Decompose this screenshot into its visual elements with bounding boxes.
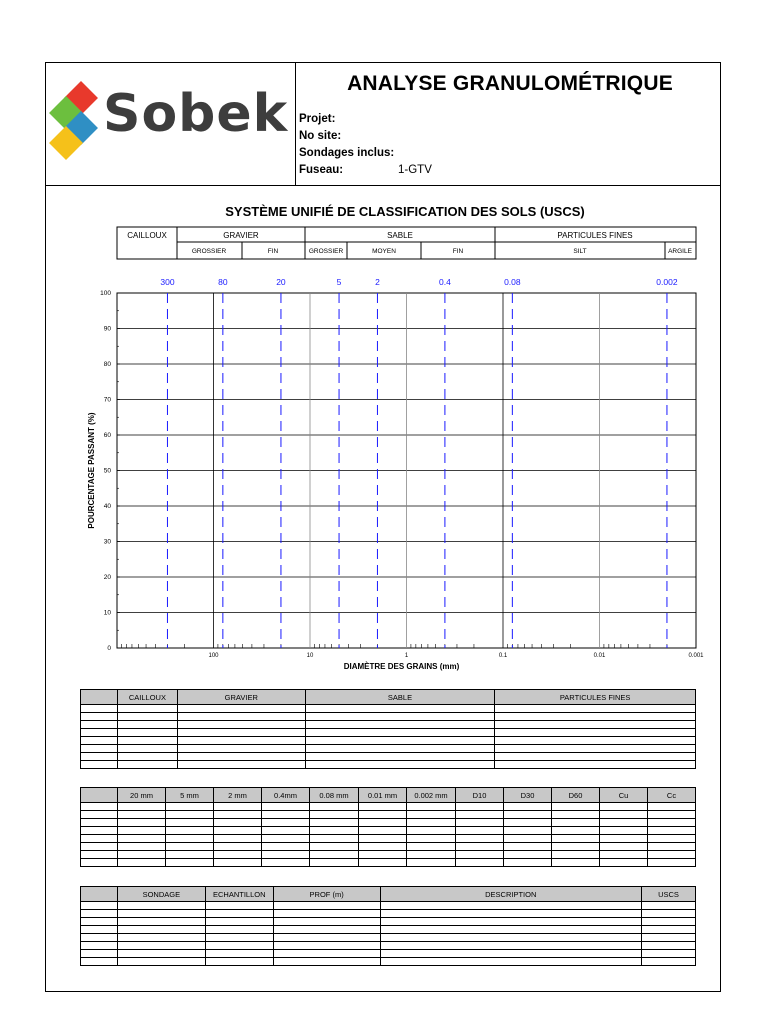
sobek-wordmark: Sobek	[103, 84, 289, 144]
table-row	[81, 835, 696, 843]
table-header-cell: 5 mm	[166, 788, 214, 803]
table-cell[interactable]	[456, 859, 504, 867]
table-cell[interactable]	[552, 827, 600, 835]
table-cell[interactable]	[262, 811, 310, 819]
table-cell[interactable]	[648, 827, 696, 835]
table-cell[interactable]	[205, 926, 273, 934]
table-cell[interactable]	[205, 942, 273, 950]
table-cell[interactable]	[117, 713, 177, 721]
x-tick-label: 0.1	[498, 653, 508, 659]
table-cell[interactable]	[166, 819, 214, 827]
table-cell[interactable]	[166, 803, 214, 811]
table-cell[interactable]	[648, 843, 696, 851]
table-cell[interactable]	[310, 859, 359, 867]
table-cell[interactable]	[310, 803, 359, 811]
table-cell[interactable]	[205, 902, 273, 910]
group-sable: SABLE	[387, 231, 413, 240]
table-cell[interactable]	[407, 819, 456, 827]
x-tick-label: 0.01	[593, 653, 606, 659]
x-tick-label: 100	[208, 653, 219, 659]
table-row	[81, 753, 696, 761]
table-cell[interactable]	[81, 819, 118, 827]
table-cell[interactable]	[648, 835, 696, 843]
table-cell[interactable]	[504, 859, 552, 867]
field-label-fuseau: Fuseau:	[299, 164, 344, 176]
table-cell[interactable]	[552, 811, 600, 819]
table-cell[interactable]	[262, 803, 310, 811]
table-cell[interactable]	[81, 745, 118, 753]
table-cell[interactable]	[214, 851, 262, 859]
table-row	[81, 926, 696, 934]
uscs-title: SYSTÈME UNIFIÉ DE CLASSIFICATION DES SOLS (USCS)	[225, 204, 585, 219]
table-row	[81, 950, 696, 958]
table-cell[interactable]	[273, 902, 380, 910]
table-cell[interactable]	[273, 910, 380, 918]
x-axis-title: DIAMÈTRE DES GRAINS (mm)	[343, 662, 460, 671]
group-gravier: GRAVIER	[223, 231, 259, 240]
table-row	[81, 851, 696, 859]
table-cell[interactable]	[262, 835, 310, 843]
y-tick-label: 60	[103, 432, 111, 439]
table-cell[interactable]	[214, 843, 262, 851]
table-cell[interactable]	[273, 958, 380, 966]
table-samples	[80, 886, 696, 966]
table-cell[interactable]	[214, 803, 262, 811]
table-cell[interactable]	[166, 859, 214, 867]
table-cell[interactable]	[81, 926, 118, 934]
sub-argile: ARGILE	[668, 248, 692, 255]
table-cell[interactable]	[118, 859, 166, 867]
table-cell[interactable]	[359, 859, 407, 867]
table-header-cell: 2 mm	[214, 788, 262, 803]
table-cell[interactable]	[117, 737, 177, 745]
table-cell[interactable]	[407, 811, 456, 819]
table-header-cell: 0.002 mm	[407, 788, 456, 803]
sub-moyen: MOYEN	[372, 248, 396, 255]
table-cell[interactable]	[177, 721, 305, 729]
table-cell[interactable]	[504, 827, 552, 835]
field-label-projet: Projet:	[299, 113, 336, 125]
table-cell[interactable]	[117, 761, 177, 769]
table-header-cell: D30	[504, 788, 552, 803]
table-cell[interactable]	[648, 859, 696, 867]
sub-silt: SILT	[573, 248, 587, 255]
x-tick-label: 10	[306, 653, 314, 659]
table-cell[interactable]	[407, 851, 456, 859]
sieve-label: 20	[276, 277, 286, 287]
sieve-label: 0.4	[438, 277, 451, 287]
table-cell[interactable]	[205, 958, 273, 966]
sub-grossier-2: GROSSIER	[308, 248, 344, 255]
table-cell[interactable]	[177, 705, 305, 713]
table-cell[interactable]	[177, 713, 305, 721]
table-cell[interactable]	[380, 950, 642, 958]
table-cell[interactable]	[117, 942, 205, 950]
table-cell[interactable]	[166, 811, 214, 819]
table-cell[interactable]	[305, 745, 495, 753]
table-cell[interactable]	[81, 705, 118, 713]
table-cell[interactable]	[305, 761, 495, 769]
table-cell[interactable]	[305, 729, 495, 737]
group-fines: PARTICULES FINES	[557, 231, 633, 240]
table-cell[interactable]	[504, 843, 552, 851]
table-cell[interactable]	[407, 827, 456, 835]
table-header-cell: CAILLOUX	[117, 690, 177, 705]
table-cell[interactable]	[642, 918, 696, 926]
table-cell[interactable]	[456, 843, 504, 851]
table-cell[interactable]	[600, 859, 648, 867]
table-cell[interactable]	[81, 721, 118, 729]
table-cell[interactable]	[642, 950, 696, 958]
table-cell[interactable]	[273, 942, 380, 950]
table-header-cell	[81, 887, 118, 902]
table-header-cell: 20 mm	[118, 788, 166, 803]
table-cell[interactable]	[118, 811, 166, 819]
table-header-cell: DESCRIPTION	[380, 887, 642, 902]
table-cell[interactable]	[214, 835, 262, 843]
table-cell[interactable]	[81, 950, 118, 958]
table-header-cell: SONDAGE	[117, 887, 205, 902]
y-tick-label: 30	[103, 538, 111, 546]
table-cell[interactable]	[495, 745, 696, 753]
table-cell[interactable]	[81, 843, 118, 851]
sub-fin-2: FIN	[452, 248, 464, 255]
table-passing	[80, 787, 696, 867]
y-tick-label: 80	[103, 361, 111, 368]
table-cell[interactable]	[166, 827, 214, 835]
table-header-cell: D60	[552, 788, 600, 803]
table-cell[interactable]	[495, 721, 696, 729]
y-axis-title: POURCENTAGE PASSANT (%)	[87, 412, 96, 529]
table-cell[interactable]	[380, 902, 642, 910]
table-cell[interactable]	[642, 926, 696, 934]
table-cell[interactable]	[205, 918, 273, 926]
table-cell[interactable]	[118, 819, 166, 827]
page-title: ANALYSE GRANULOMÉTRIQUE	[347, 72, 673, 95]
table-cell[interactable]	[407, 859, 456, 867]
table-row	[81, 942, 696, 950]
table-cell[interactable]	[81, 958, 118, 966]
table-cell[interactable]	[359, 851, 407, 859]
table-cell[interactable]	[600, 811, 648, 819]
table-cell[interactable]	[456, 835, 504, 843]
sieve-label: 300	[160, 277, 175, 287]
table-cell[interactable]	[305, 705, 495, 713]
table-cell[interactable]	[648, 819, 696, 827]
table-header-cell: SABLE	[305, 690, 495, 705]
table-cell[interactable]	[117, 705, 177, 713]
x-tick-label: 0.001	[688, 653, 704, 659]
table-cell[interactable]	[310, 835, 359, 843]
table-cell[interactable]	[407, 803, 456, 811]
table-header-cell	[81, 690, 118, 705]
table-cell[interactable]	[117, 745, 177, 753]
y-tick-label: 50	[103, 467, 111, 475]
table-row	[81, 902, 696, 910]
table-cell[interactable]	[166, 843, 214, 851]
field-label-site: No site:	[299, 130, 342, 142]
table-cell[interactable]	[118, 835, 166, 843]
table-cell[interactable]	[81, 827, 118, 835]
table-cell[interactable]	[495, 705, 696, 713]
table-cell[interactable]	[504, 811, 552, 819]
table-cell[interactable]	[118, 803, 166, 811]
table-cell[interactable]	[262, 859, 310, 867]
table-cell[interactable]	[648, 811, 696, 819]
table-cell[interactable]	[359, 843, 407, 851]
sieve-label: 2	[375, 277, 380, 287]
table-cell[interactable]	[600, 803, 648, 811]
table-cell[interactable]	[81, 851, 118, 859]
table-cell[interactable]	[81, 902, 118, 910]
table-cell[interactable]	[456, 803, 504, 811]
table-cell[interactable]	[81, 761, 118, 769]
table-cell[interactable]	[359, 835, 407, 843]
table-cell[interactable]	[117, 729, 177, 737]
table-cell[interactable]	[552, 819, 600, 827]
table-cell[interactable]	[380, 926, 642, 934]
table-header-cell: 0.08 mm	[310, 788, 359, 803]
table-header-cell: ECHANTILLON	[205, 887, 273, 902]
table-cell[interactable]	[495, 761, 696, 769]
table-cell[interactable]	[117, 934, 205, 942]
table-row	[81, 843, 696, 851]
table-cell[interactable]	[81, 713, 118, 721]
table-row	[81, 705, 696, 713]
table-cell[interactable]	[205, 910, 273, 918]
table-composition	[80, 689, 696, 769]
table-cell[interactable]	[81, 835, 118, 843]
table-row	[81, 910, 696, 918]
table-cell[interactable]	[214, 827, 262, 835]
table-cell[interactable]	[118, 843, 166, 851]
table-cell[interactable]	[81, 737, 118, 745]
table-cell[interactable]	[81, 753, 118, 761]
sieve-label: 0.08	[504, 277, 521, 287]
table-cell[interactable]	[205, 934, 273, 942]
table-cell[interactable]	[117, 958, 205, 966]
table-cell[interactable]	[495, 753, 696, 761]
table-cell[interactable]	[380, 934, 642, 942]
table-cell[interactable]	[273, 934, 380, 942]
table-cell[interactable]	[117, 753, 177, 761]
field-value-fuseau: 1-GTV	[398, 164, 432, 176]
table-cell[interactable]	[81, 942, 118, 950]
table-header-cell: USCS	[642, 887, 696, 902]
table-cell[interactable]	[504, 835, 552, 843]
table-cell[interactable]	[214, 819, 262, 827]
table-cell[interactable]	[81, 918, 118, 926]
table-cell[interactable]	[262, 827, 310, 835]
table-cell[interactable]	[310, 827, 359, 835]
table-cell[interactable]	[117, 902, 205, 910]
table-cell[interactable]	[552, 843, 600, 851]
table-header-cell: PARTICULES FINES	[495, 690, 696, 705]
table-cell[interactable]	[166, 851, 214, 859]
table-cell[interactable]	[407, 835, 456, 843]
table-cell[interactable]	[504, 819, 552, 827]
table-cell[interactable]	[552, 859, 600, 867]
table-cell[interactable]	[273, 950, 380, 958]
table-cell[interactable]	[600, 835, 648, 843]
table-header-cell	[81, 788, 118, 803]
table-cell[interactable]	[380, 910, 642, 918]
table-cell[interactable]	[305, 753, 495, 761]
x-tick-label: 1	[404, 653, 409, 659]
table-cell[interactable]	[273, 918, 380, 926]
table-cell[interactable]	[177, 753, 305, 761]
table-cell[interactable]	[456, 851, 504, 859]
table-row	[81, 859, 696, 867]
table-row	[81, 803, 696, 811]
table-row	[81, 737, 696, 745]
table-cell[interactable]	[117, 721, 177, 729]
table-row	[81, 729, 696, 737]
table-cell[interactable]	[177, 745, 305, 753]
table-cell[interactable]	[118, 827, 166, 835]
table-cell[interactable]	[118, 851, 166, 859]
table-cell[interactable]	[310, 843, 359, 851]
table-cell[interactable]	[305, 713, 495, 721]
table-cell[interactable]	[117, 918, 205, 926]
table-cell[interactable]	[81, 803, 118, 811]
sub-fin-1: FIN	[267, 248, 279, 255]
table-cell[interactable]	[359, 811, 407, 819]
table-row	[81, 958, 696, 966]
table-row	[81, 918, 696, 926]
table-header-cell: 0.4mm	[262, 788, 310, 803]
group-cailloux: CAILLOUX	[127, 231, 167, 240]
table-cell[interactable]	[495, 713, 696, 721]
y-tick-label: 10	[103, 609, 111, 617]
table-cell[interactable]	[456, 827, 504, 835]
table-cell[interactable]	[600, 819, 648, 827]
sieve-label: 80	[218, 277, 228, 287]
table-header-cell: D10	[456, 788, 504, 803]
table-cell[interactable]	[642, 934, 696, 942]
table-cell[interactable]	[117, 926, 205, 934]
field-label-sondages: Sondages inclus:	[299, 147, 395, 159]
sub-grossier-1: GROSSIER	[191, 248, 227, 255]
table-cell[interactable]	[117, 910, 205, 918]
table-cell[interactable]	[166, 835, 214, 843]
table-cell[interactable]	[310, 811, 359, 819]
table-cell[interactable]	[81, 934, 118, 942]
table-cell[interactable]	[177, 737, 305, 745]
table-row	[81, 721, 696, 729]
table-header-cell: Cc	[648, 788, 696, 803]
table-cell[interactable]	[359, 827, 407, 835]
table-header-cell: Cu	[600, 788, 648, 803]
table-header-cell: 0.01 mm	[359, 788, 407, 803]
table-cell[interactable]	[495, 737, 696, 745]
table-cell[interactable]	[214, 859, 262, 867]
table-cell[interactable]	[262, 843, 310, 851]
table-cell[interactable]	[495, 729, 696, 737]
table-row	[81, 827, 696, 835]
y-tick-label: 40	[103, 503, 111, 510]
table-cell[interactable]	[642, 942, 696, 950]
table-row	[81, 934, 696, 942]
table-cell[interactable]	[456, 811, 504, 819]
table-cell[interactable]	[552, 851, 600, 859]
table-cell[interactable]	[177, 761, 305, 769]
table-cell[interactable]	[205, 950, 273, 958]
table-row	[81, 761, 696, 769]
table-cell[interactable]	[359, 803, 407, 811]
table-row	[81, 745, 696, 753]
table-cell[interactable]	[504, 803, 552, 811]
table-cell[interactable]	[81, 729, 118, 737]
table-cell[interactable]	[648, 851, 696, 859]
table-cell[interactable]	[310, 851, 359, 859]
table-cell[interactable]	[642, 958, 696, 966]
table-cell[interactable]	[552, 835, 600, 843]
table-header-cell: PROF (m)	[273, 887, 380, 902]
table-cell[interactable]	[642, 910, 696, 918]
table-cell[interactable]	[214, 811, 262, 819]
sieve-label: 5	[336, 277, 342, 287]
table-row	[81, 811, 696, 819]
table-cell[interactable]	[600, 827, 648, 835]
table-header-cell: GRAVIER	[177, 690, 305, 705]
table-cell[interactable]	[407, 843, 456, 851]
y-tick-label: 0	[107, 645, 111, 652]
table-cell[interactable]	[310, 819, 359, 827]
table-cell[interactable]	[177, 729, 305, 737]
table-cell[interactable]	[642, 902, 696, 910]
y-tick-label: 70	[103, 396, 111, 404]
table-cell[interactable]	[504, 851, 552, 859]
table-cell[interactable]	[81, 859, 118, 867]
table-cell[interactable]	[262, 851, 310, 859]
table-cell[interactable]	[648, 803, 696, 811]
table-cell[interactable]	[81, 811, 118, 819]
table-cell[interactable]	[456, 819, 504, 827]
table-cell[interactable]	[305, 721, 495, 729]
table-cell[interactable]	[81, 910, 118, 918]
table-cell[interactable]	[600, 843, 648, 851]
table-cell[interactable]	[600, 851, 648, 859]
table-cell[interactable]	[380, 958, 642, 966]
table-row	[81, 819, 696, 827]
table-cell[interactable]	[552, 803, 600, 811]
table-cell[interactable]	[117, 950, 205, 958]
sieve-label: 0.002	[656, 277, 678, 287]
y-tick-label: 100	[100, 290, 111, 297]
table-row	[81, 713, 696, 721]
y-tick-label: 90	[103, 325, 111, 333]
table-cell[interactable]	[262, 819, 310, 827]
table-cell[interactable]	[359, 819, 407, 827]
table-cell[interactable]	[273, 926, 380, 934]
table-cell[interactable]	[380, 942, 642, 950]
table-cell[interactable]	[305, 737, 495, 745]
table-cell[interactable]	[380, 918, 642, 926]
y-tick-label: 20	[103, 574, 111, 581]
